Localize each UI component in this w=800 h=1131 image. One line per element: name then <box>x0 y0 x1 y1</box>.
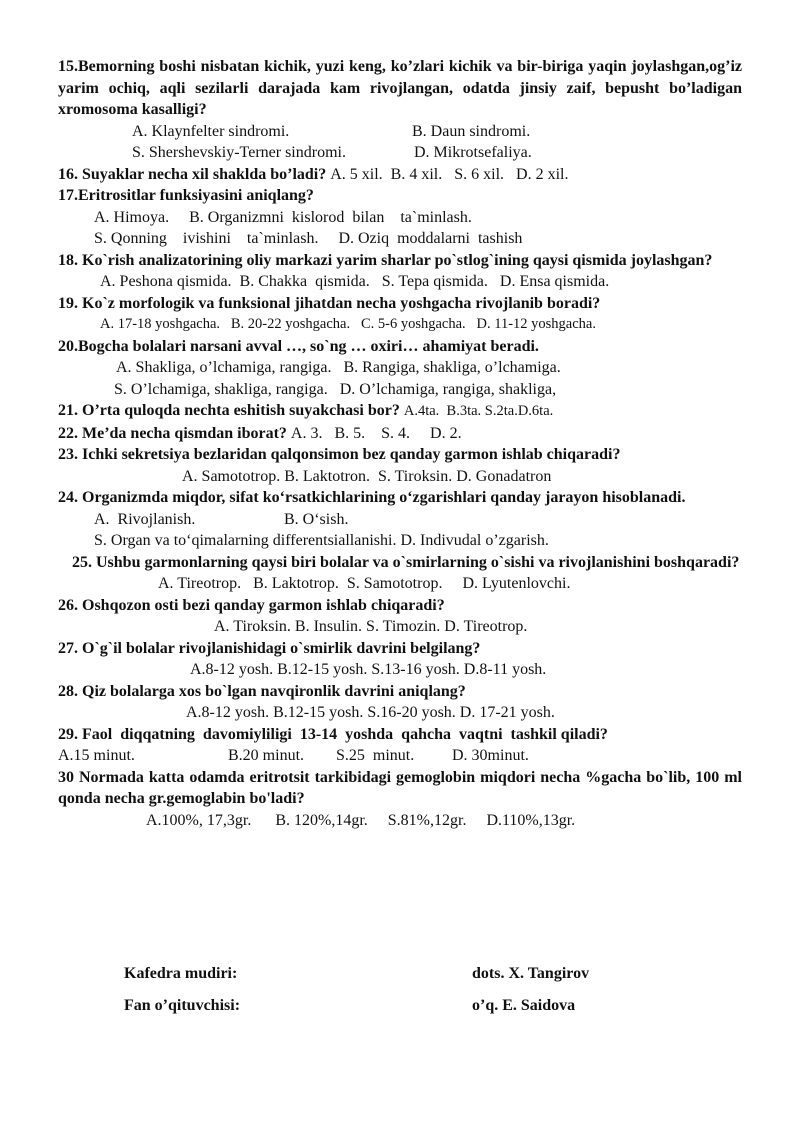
teacher-label: Fan o’qituvchisi: <box>124 997 241 1014</box>
question-30: 30 Normada katta odamda eritrotsit tarkibidagi gemoglobin miqdori necha %gacha bo`lib, 100 ml qonda necha gr.gemoglabin bo'ladi? <box>58 768 742 807</box>
head-label: Kafedra mudiri: <box>124 965 238 982</box>
option-d: D. Mikrotsefaliya. <box>414 144 532 161</box>
option-a: A. Klaynfelter sindromi. <box>132 122 290 140</box>
question-21 <box>58 400 742 423</box>
question-24-options-row-2: S. Organ va to‘qimalarning differentsiallanishi. D. Indivudal o’zgarish. <box>94 532 549 549</box>
head-name: dots. X. Tangirov <box>472 965 590 982</box>
question-21-options: A.4ta. B.3ta. S.2ta.D.6ta. <box>403 403 554 419</box>
question-23: 23. Ichki sekretsiya bezlaridan qalqonsimon bez qanday garmon ishlab chiqaradi? <box>58 446 621 463</box>
option-b: B. O‘sish. <box>284 510 349 528</box>
question-22-text: 22. Me’da necha qismdan iborat? <box>58 424 287 442</box>
question-15-options-row-1 <box>58 121 742 143</box>
question-29: 29. Faol diqqatning davomiyliligi 13-14 yoshda qahcha vaqtni tashkil qiladi? <box>58 725 608 743</box>
question-26: 26. Oshqozon osti bezi qanday garmon ishlab chiqaradi? <box>58 596 445 614</box>
signature-row-teacher <box>124 997 684 1015</box>
option-c: S. Shershevskiy-Terner sindromi. <box>132 144 346 161</box>
question-16 <box>58 164 742 186</box>
question-19: 19. Ko`z morfologik va funksional jihatdan necha yoshgacha rivojlanib boradi? <box>58 294 601 312</box>
question-20-options-row-2: S. O’lchamiga, shakliga, rangiga. D. O’lchamiga, rangiga, shakliga, <box>114 380 557 398</box>
question-16-text: 16. Suyaklar necha xil shaklda bo’ladi? <box>58 165 327 183</box>
option-a: A.15 minut. <box>58 747 135 764</box>
question-22-options: A. 3. B. 5. S. 4. D. 2. <box>290 424 462 442</box>
teacher-name: o’q. E. Saidova <box>472 997 576 1014</box>
question-26-options: A. Tiroksin. B. Insulin. S. Timozin. D. Tireotrop. <box>214 618 528 635</box>
question-20-options-row-1: A. Shakliga, o’lchamiga, rangiga. B. Rangiga, shakliga, o’lchamiga. <box>116 359 561 376</box>
question-16-options: A. 5 xil. B. 4 xil. S. 6 xil. D. 2 xil. <box>330 165 569 183</box>
question-15-options-row-2 <box>58 142 742 164</box>
question-20: 20.Bogcha bolalari narsani avval …, so`ng … oxiri… ahamiyat beradi. <box>58 337 539 355</box>
option-b: B.20 minut. <box>228 747 305 764</box>
option-c: S.25 minut. <box>336 747 415 764</box>
question-25: 25. Ushbu garmonlarning qaysi biri bolalar va o`smirlarning o`sishi va rivojlanishini boshqaradi? <box>72 553 740 571</box>
question-22 <box>58 423 742 445</box>
question-24: 24. Organizmda miqdor, sifat ko‘rsatkichlarining o‘zgarishlari qanday jarayon hisoblanadi. <box>58 489 686 506</box>
question-17-options-row-1: A. Himoya. B. Organizmni kislorod bilan ta`minlash. <box>94 208 472 226</box>
option-a: A. Rivojlanish. <box>94 510 196 528</box>
question-29-options <box>58 745 742 767</box>
signature-row-head <box>124 965 684 983</box>
question-21-text: 21. O’rta quloqda nechta eshitish suyakchasi bor? <box>58 402 400 419</box>
test-questions <box>58 56 742 831</box>
question-15: 15.Bemorning boshi nisbatan kichik, yuzi keng, ko’zlari kichik va bir-biriga yaqin joylashgan,og’iz yarim ochiq, aqli sezilarli darajada kam rivojlangan, odatda jinsiy zaif, bepusht bo’ladigan xromosoma kasalligi? <box>58 58 742 118</box>
question-24-options-row-1 <box>58 509 742 531</box>
question-18-options: A. Peshona qismida. B. Chakka qismida. S. Tepa qismida. D. Ensa qismida. <box>100 273 610 290</box>
question-19-options: A. 17-18 yoshgacha. B. 20-22 yoshgacha. C. 5-6 yoshgacha. D. 11-12 yoshgacha. <box>100 316 596 332</box>
question-25-options: A. Tireotrop. B. Laktotrop. S. Samototrop. D. Lyutenlovchi. <box>158 575 571 592</box>
question-17: 17.Eritrositlar funksiyasini aniqlang? <box>58 187 314 204</box>
question-30-options: A.100%, 17,3gr. B. 120%,14gr. S.81%,12gr. D.110%,13gr. <box>146 811 576 829</box>
question-27: 27. O`g`il bolalar rivojlanishidagi o`smirlik davrini belgilang? <box>58 639 481 657</box>
question-18: 18. Ko`rish analizatorining oliy markazi yarim sharlar po`stlog`ining qaysi qismida joylashgan? <box>58 251 713 269</box>
question-28: 28. Qiz bolalarga xos bo`lgan navqironlik davrini aniqlang? <box>58 682 466 700</box>
question-23-options: A. Samototrop. B. Laktotron. S. Tiroksin. D. Gonadatron <box>182 467 552 485</box>
question-17-options-row-2: S. Qonning ivishini ta`minlash. D. Oziq moddalarni tashish <box>94 230 523 247</box>
question-28-options: A.8-12 yosh. B.12-15 yosh. S.16-20 yosh. D. 17-21 yosh. <box>186 704 555 721</box>
option-b: B. Daun sindromi. <box>412 122 531 140</box>
question-27-options: A.8-12 yosh. B.12-15 yosh. S.13-16 yosh. D.8-11 yosh. <box>190 661 547 678</box>
option-d: D. 30minut. <box>452 747 529 764</box>
